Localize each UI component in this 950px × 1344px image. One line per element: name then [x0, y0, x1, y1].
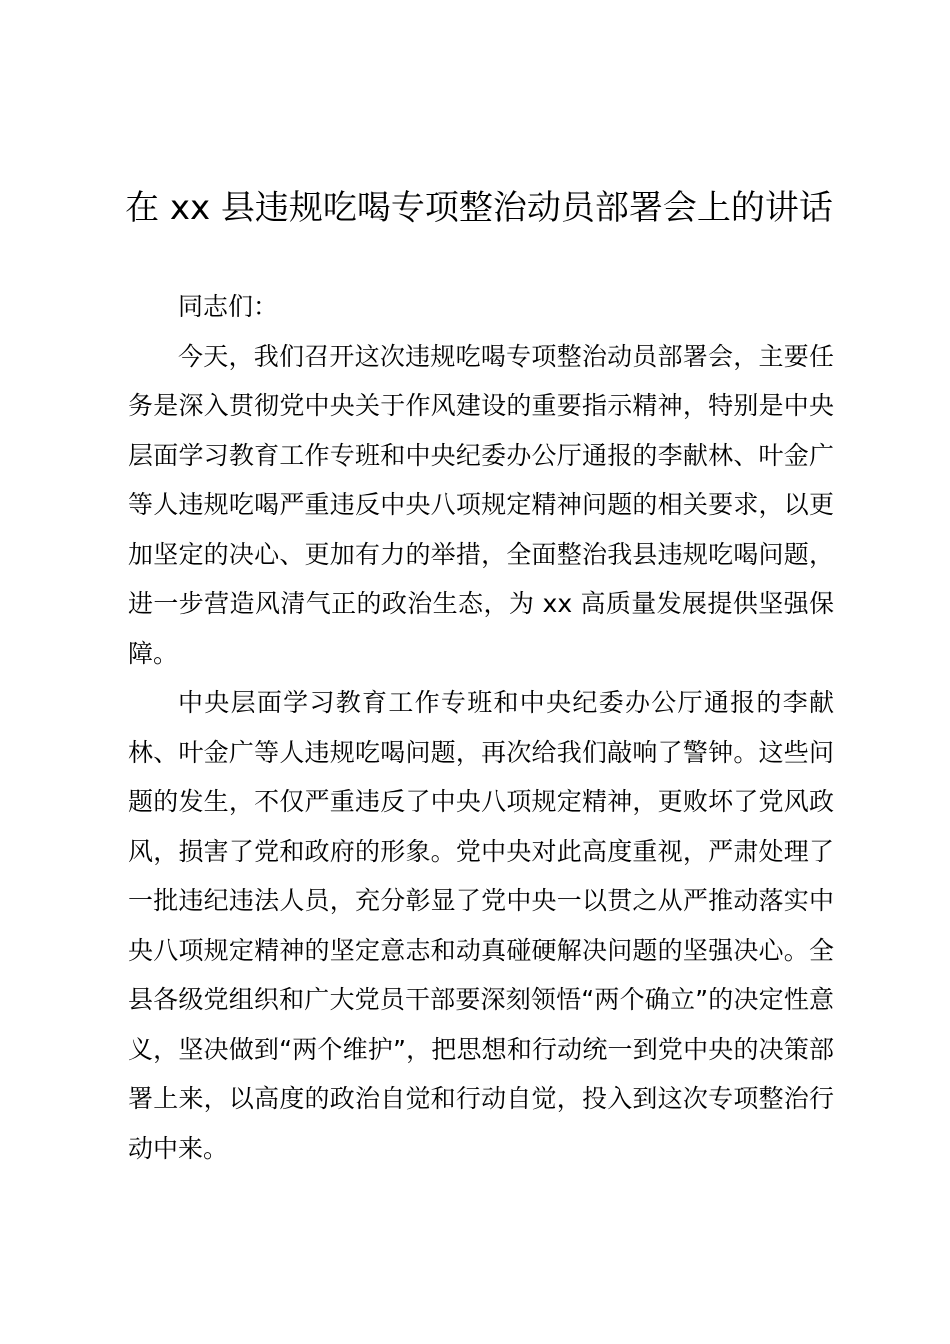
document-body [128, 282, 834, 1173]
salutation: 同志们： [178, 292, 279, 321]
paragraph-1: 今天，我们召开这次违规吃喝专项整治动员部署会，主要任务是深入贯彻党中央关于作风建设的重要指示精神，特别是中央层面学习教育工作专班和中央纪委办公厅通报的李献林、叶金广等人违规吃喝严重违反中央八项规定精神问题的相关要求，以更加坚定的决心、更加有力的举措，全面整治我县违规吃喝问题，进一步营造风清气正的政治生态，为 xx 高质量发展提供坚强保障。 [128, 341, 834, 668]
paragraph-2: 中央层面学习教育工作专班和中央纪委办公厅通报的李献林、叶金广等人违规吃喝问题，再次给我们敲响了警钟。这些问题的发生，不仅严重违反了中央八项规定精神，更败坏了党风政风，损害了党和政府的形象。党中央对此高度重视，严肃处理了一批违纪违法人员，充分彰显了党中央一以贯之从严推动落实中央八项规定精神的坚定意志和动真碰硬解决问题的坚强决心。全县各级党组织和广大党员干部要深刻领悟“两个确立”的决定性意义，坚决做到“两个维护”，把思想和行动统一到党中央的决策部署上来，以高度的政治自觉和行动自觉，投入到这次专项整治行动中来。 [128, 688, 834, 1163]
document-title: 在 xx 县违规吃喝专项整治动员部署会上的讲话 [125, 188, 833, 228]
